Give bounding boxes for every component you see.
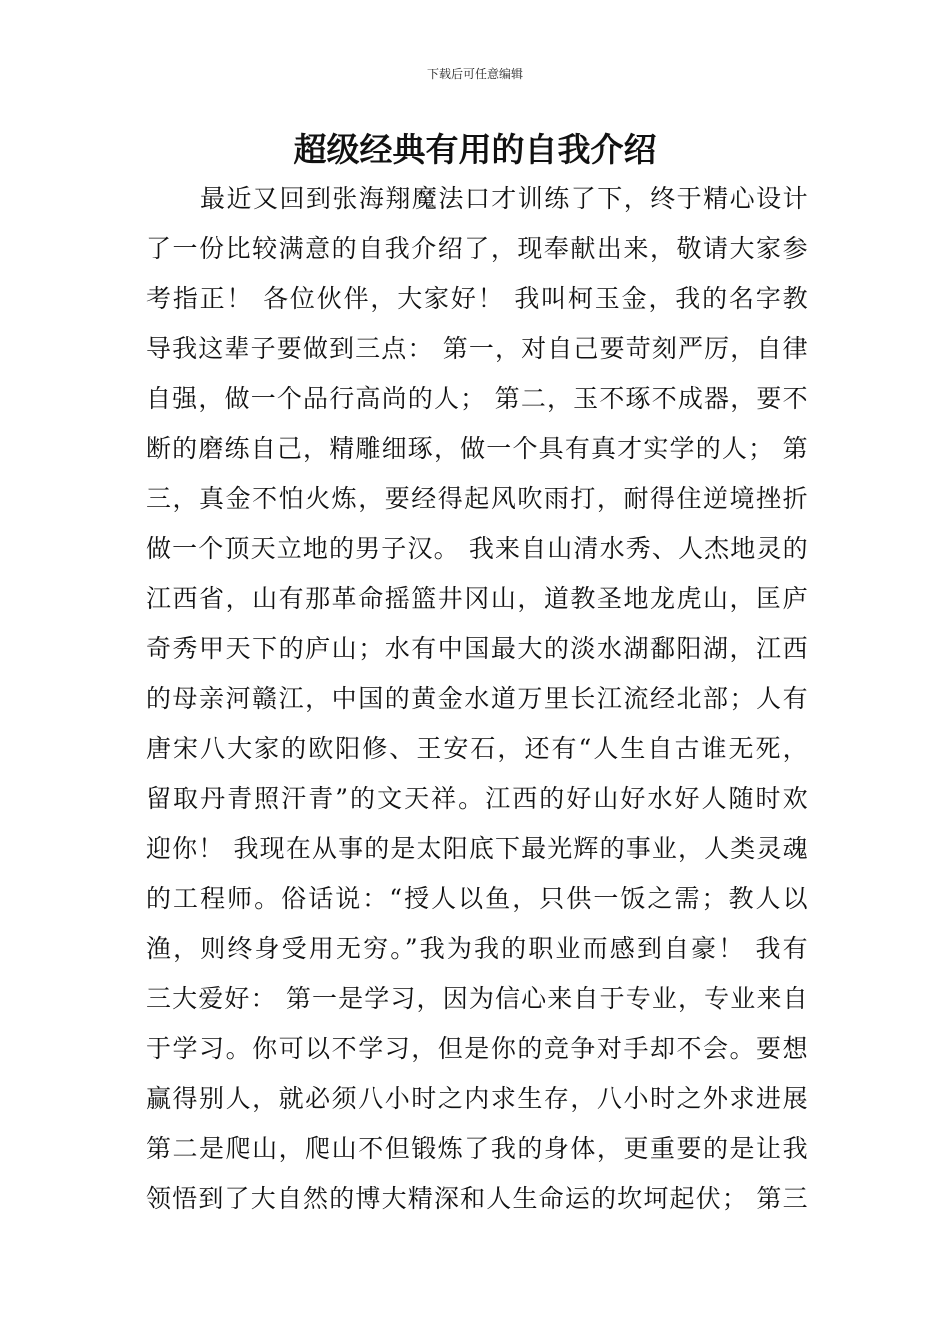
text-line: 迎你！ 我现在从事的是太阳底下最光辉的事业，人类灵魂 [146, 834, 808, 863]
document-title: 超级经典有用的自我介绍 [293, 130, 657, 169]
text-line: 于学习。你可以不学习，但是你的竞争对手却不会。要想 [146, 1034, 808, 1063]
text-line: 赢得别人，就必须八小时之内求生存，八小时之外求进展 [146, 1084, 808, 1113]
text-line: 导我这辈子要做到三点： 第一，对自己要苛刻严厉，自律 [146, 334, 808, 363]
text-line: 领悟到了大自然的博大精深和人生命运的坎坷起伏； 第三 [146, 1184, 808, 1213]
body-paragraph [146, 174, 808, 1224]
header-note: 下载后可任意编辑 [426, 67, 523, 81]
text-line: 第二是爬山，爬山不但锻炼了我的身体，更重要的是让我 [146, 1134, 808, 1163]
text-line: 自强，做一个品行高尚的人； 第二，玉不琢不成器，要不 [146, 384, 808, 413]
text-line: 断的磨练自己，精雕细琢，做一个具有真才实学的人； 第 [146, 434, 808, 463]
text-line: 三大爱好： 第一是学习，因为信心来自于专业，专业来自 [146, 984, 808, 1013]
text-line: 的工程师。俗话说：“授人以鱼，只供一饭之需；教人以 [146, 884, 808, 913]
text-line: 渔，则终身受用无穷。”我为我的职业而感到自豪！ 我有 [146, 934, 808, 963]
text-line: 考指正！ 各位伙伴，大家好！ 我叫柯玉金，我的名字教 [146, 284, 808, 313]
text-line: 唐宋八大家的欧阳修、王安石，还有“人生自古谁无死， [146, 734, 808, 763]
text-line: 做一个顶天立地的男子汉。 我来自山清水秀、人杰地灵的 [146, 534, 808, 563]
text-line: 江西省，山有那革命摇篮井冈山，道教圣地龙虎山，匡庐 [146, 584, 808, 613]
text-line: 的母亲河赣江，中国的黄金水道万里长江流经北部；人有 [146, 684, 808, 713]
text-line: 了一份比较满意的自我介绍了，现奉献出来，敬请大家参 [146, 234, 808, 263]
text-line: 三，真金不怕火炼，要经得起风吹雨打，耐得住逆境挫折 [146, 484, 808, 513]
text-line: 奇秀甲天下的庐山；水有中国最大的淡水湖鄱阳湖，江西 [146, 634, 808, 663]
text-line: 留取丹青照汗青”的文天祥。江西的好山好水好人随时欢 [146, 784, 808, 813]
text-line: 最近又回到张海翔魔法口才训练了下，终于精心设计 [200, 184, 808, 213]
